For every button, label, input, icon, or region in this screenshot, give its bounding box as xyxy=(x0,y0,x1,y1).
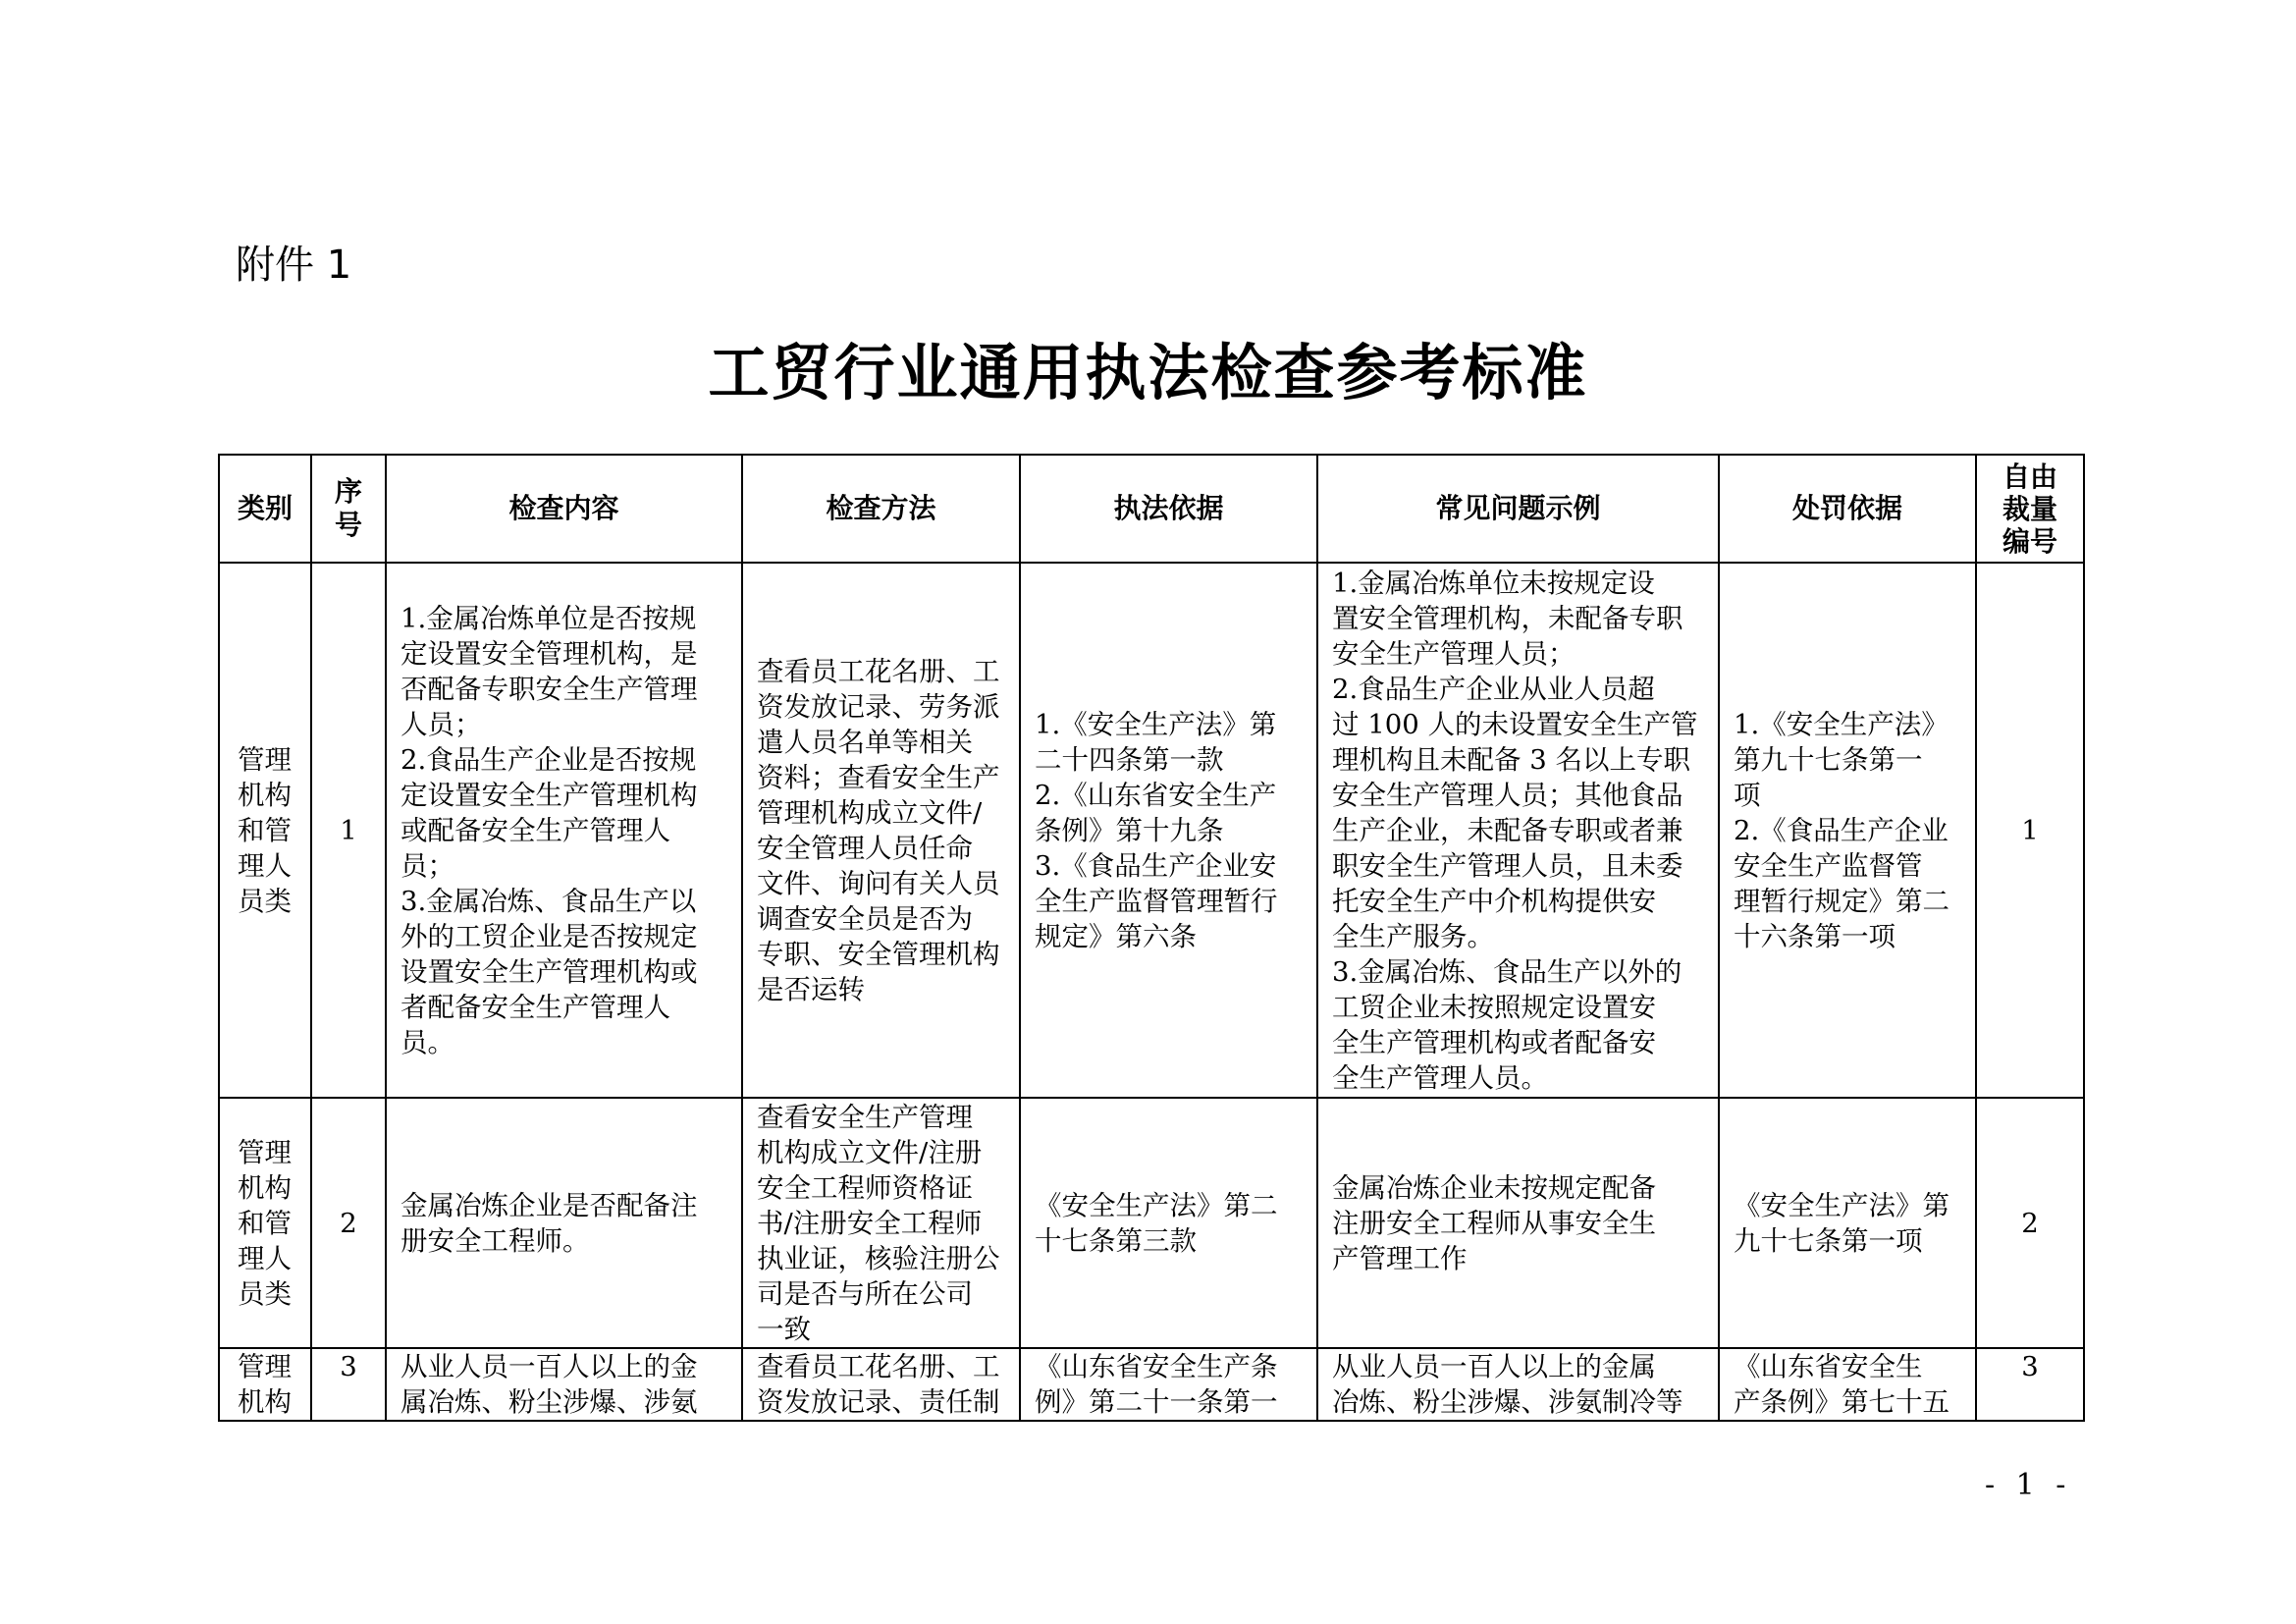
cell-issues: 从业人员一百人以上的金属 冶炼、粉尘涉爆、涉氨制冷等 xyxy=(1317,1348,1719,1421)
cell-category: 管理 机构 和管 理人 员类 xyxy=(219,1098,311,1348)
table-row xyxy=(219,1348,2084,1421)
cell-issues: 1.金属冶炼单位未按规定设 置安全管理机构，未配备专职 安全生产管理人员； 2.食品生产企业从业人员超 过 100 人的未设置安全生产管 理机构且未配备 3 名以上专职 安全生产管理人员；其他食品 生产企业，未配备专职或者兼 职安全生产管理人员，且未委 托安全生产中介机构提供安 全生产服务。 3.金属冶炼、食品生产以外的 工贸企业未按照规定设置安 全生产管理机构或者配备安 全生产管理人员。 xyxy=(1317,563,1719,1098)
cell-seq: 1 xyxy=(311,563,386,1098)
cell-method: 查看员工花名册、工 资发放记录、责任制 xyxy=(742,1348,1020,1421)
table-header-row xyxy=(219,455,2084,563)
cell-seq: 3 xyxy=(311,1348,386,1421)
header-method: 检查方法 xyxy=(742,455,1020,563)
cell-content: 1.金属冶炼单位是否按规 定设置安全管理机构，是 否配备专职安全生产管理 人员； 2.食品生产企业是否按规 定设置安全生产管理机构 或配备安全生产管理人 员； 3.金属冶炼、食品生产以 外的工贸企业是否按规定 设置安全生产管理机构或 者配备安全生产管理人 员。 xyxy=(386,563,742,1098)
cell-content: 金属冶炼企业是否配备注 册安全工程师。 xyxy=(386,1098,742,1348)
page-number: - 1 - xyxy=(1985,1468,2072,1502)
cell-category: 管理 机构 xyxy=(219,1348,311,1421)
inspection-standard-table xyxy=(218,454,2085,1422)
header-penalty: 处罚依据 xyxy=(1719,455,1976,563)
header-basis: 执法依据 xyxy=(1020,455,1317,563)
cell-discretion-code: 3 xyxy=(1976,1348,2084,1421)
header-content: 检查内容 xyxy=(386,455,742,563)
header-discretion-code: 自由 裁量 编号 xyxy=(1976,455,2084,563)
document-title: 工贸行业通用执法检查参考标准 xyxy=(708,337,1588,408)
header-issues: 常见问题示例 xyxy=(1317,455,1719,563)
cell-discretion-code: 2 xyxy=(1976,1098,2084,1348)
table-row xyxy=(219,1098,2084,1348)
cell-basis: 1.《安全生产法》第 二十四条第一款 2.《山东省安全生产 条例》第十九条 3.《食品生产企业安 全生产监督管理暂行 规定》第六条 xyxy=(1020,563,1317,1098)
cell-seq: 2 xyxy=(311,1098,386,1348)
table-row xyxy=(219,563,2084,1098)
cell-discretion-code: 1 xyxy=(1976,563,2084,1098)
cell-content: 从业人员一百人以上的金 属冶炼、粉尘涉爆、涉氨 xyxy=(386,1348,742,1421)
header-category: 类别 xyxy=(219,455,311,563)
cell-basis: 《山东省安全生产条 例》第二十一条第一 xyxy=(1020,1348,1317,1421)
cell-penalty: 《山东省安全生 产条例》第七十五 xyxy=(1719,1348,1976,1421)
cell-issues: 金属冶炼企业未按规定配备 注册安全工程师从事安全生 产管理工作 xyxy=(1317,1098,1719,1348)
header-seq: 序 号 xyxy=(311,455,386,563)
attachment-label: 附件 1 xyxy=(236,243,352,288)
cell-penalty: 1.《安全生产法》 第九十七条第一 项 2.《食品生产企业 安全生产监督管 理暂行规定》第二 十六条第一项 xyxy=(1719,563,1976,1098)
cell-penalty: 《安全生产法》第 九十七条第一项 xyxy=(1719,1098,1976,1348)
cell-category: 管理 机构 和管 理人 员类 xyxy=(219,563,311,1098)
cell-basis: 《安全生产法》第二 十七条第三款 xyxy=(1020,1098,1317,1348)
cell-method: 查看员工花名册、工 资发放记录、劳务派 遣人员名单等相关 资料；查看安全生产 管理机构成立文件/ 安全管理人员任命 文件、询问有关人员 调查安全员是否为 专职、安全管理机构 是否运转 xyxy=(742,563,1020,1098)
cell-method: 查看安全生产管理 机构成立文件/注册 安全工程师资格证 书/注册安全工程师 执业证，核验注册公 司是否与所在公司 一致 xyxy=(742,1098,1020,1348)
